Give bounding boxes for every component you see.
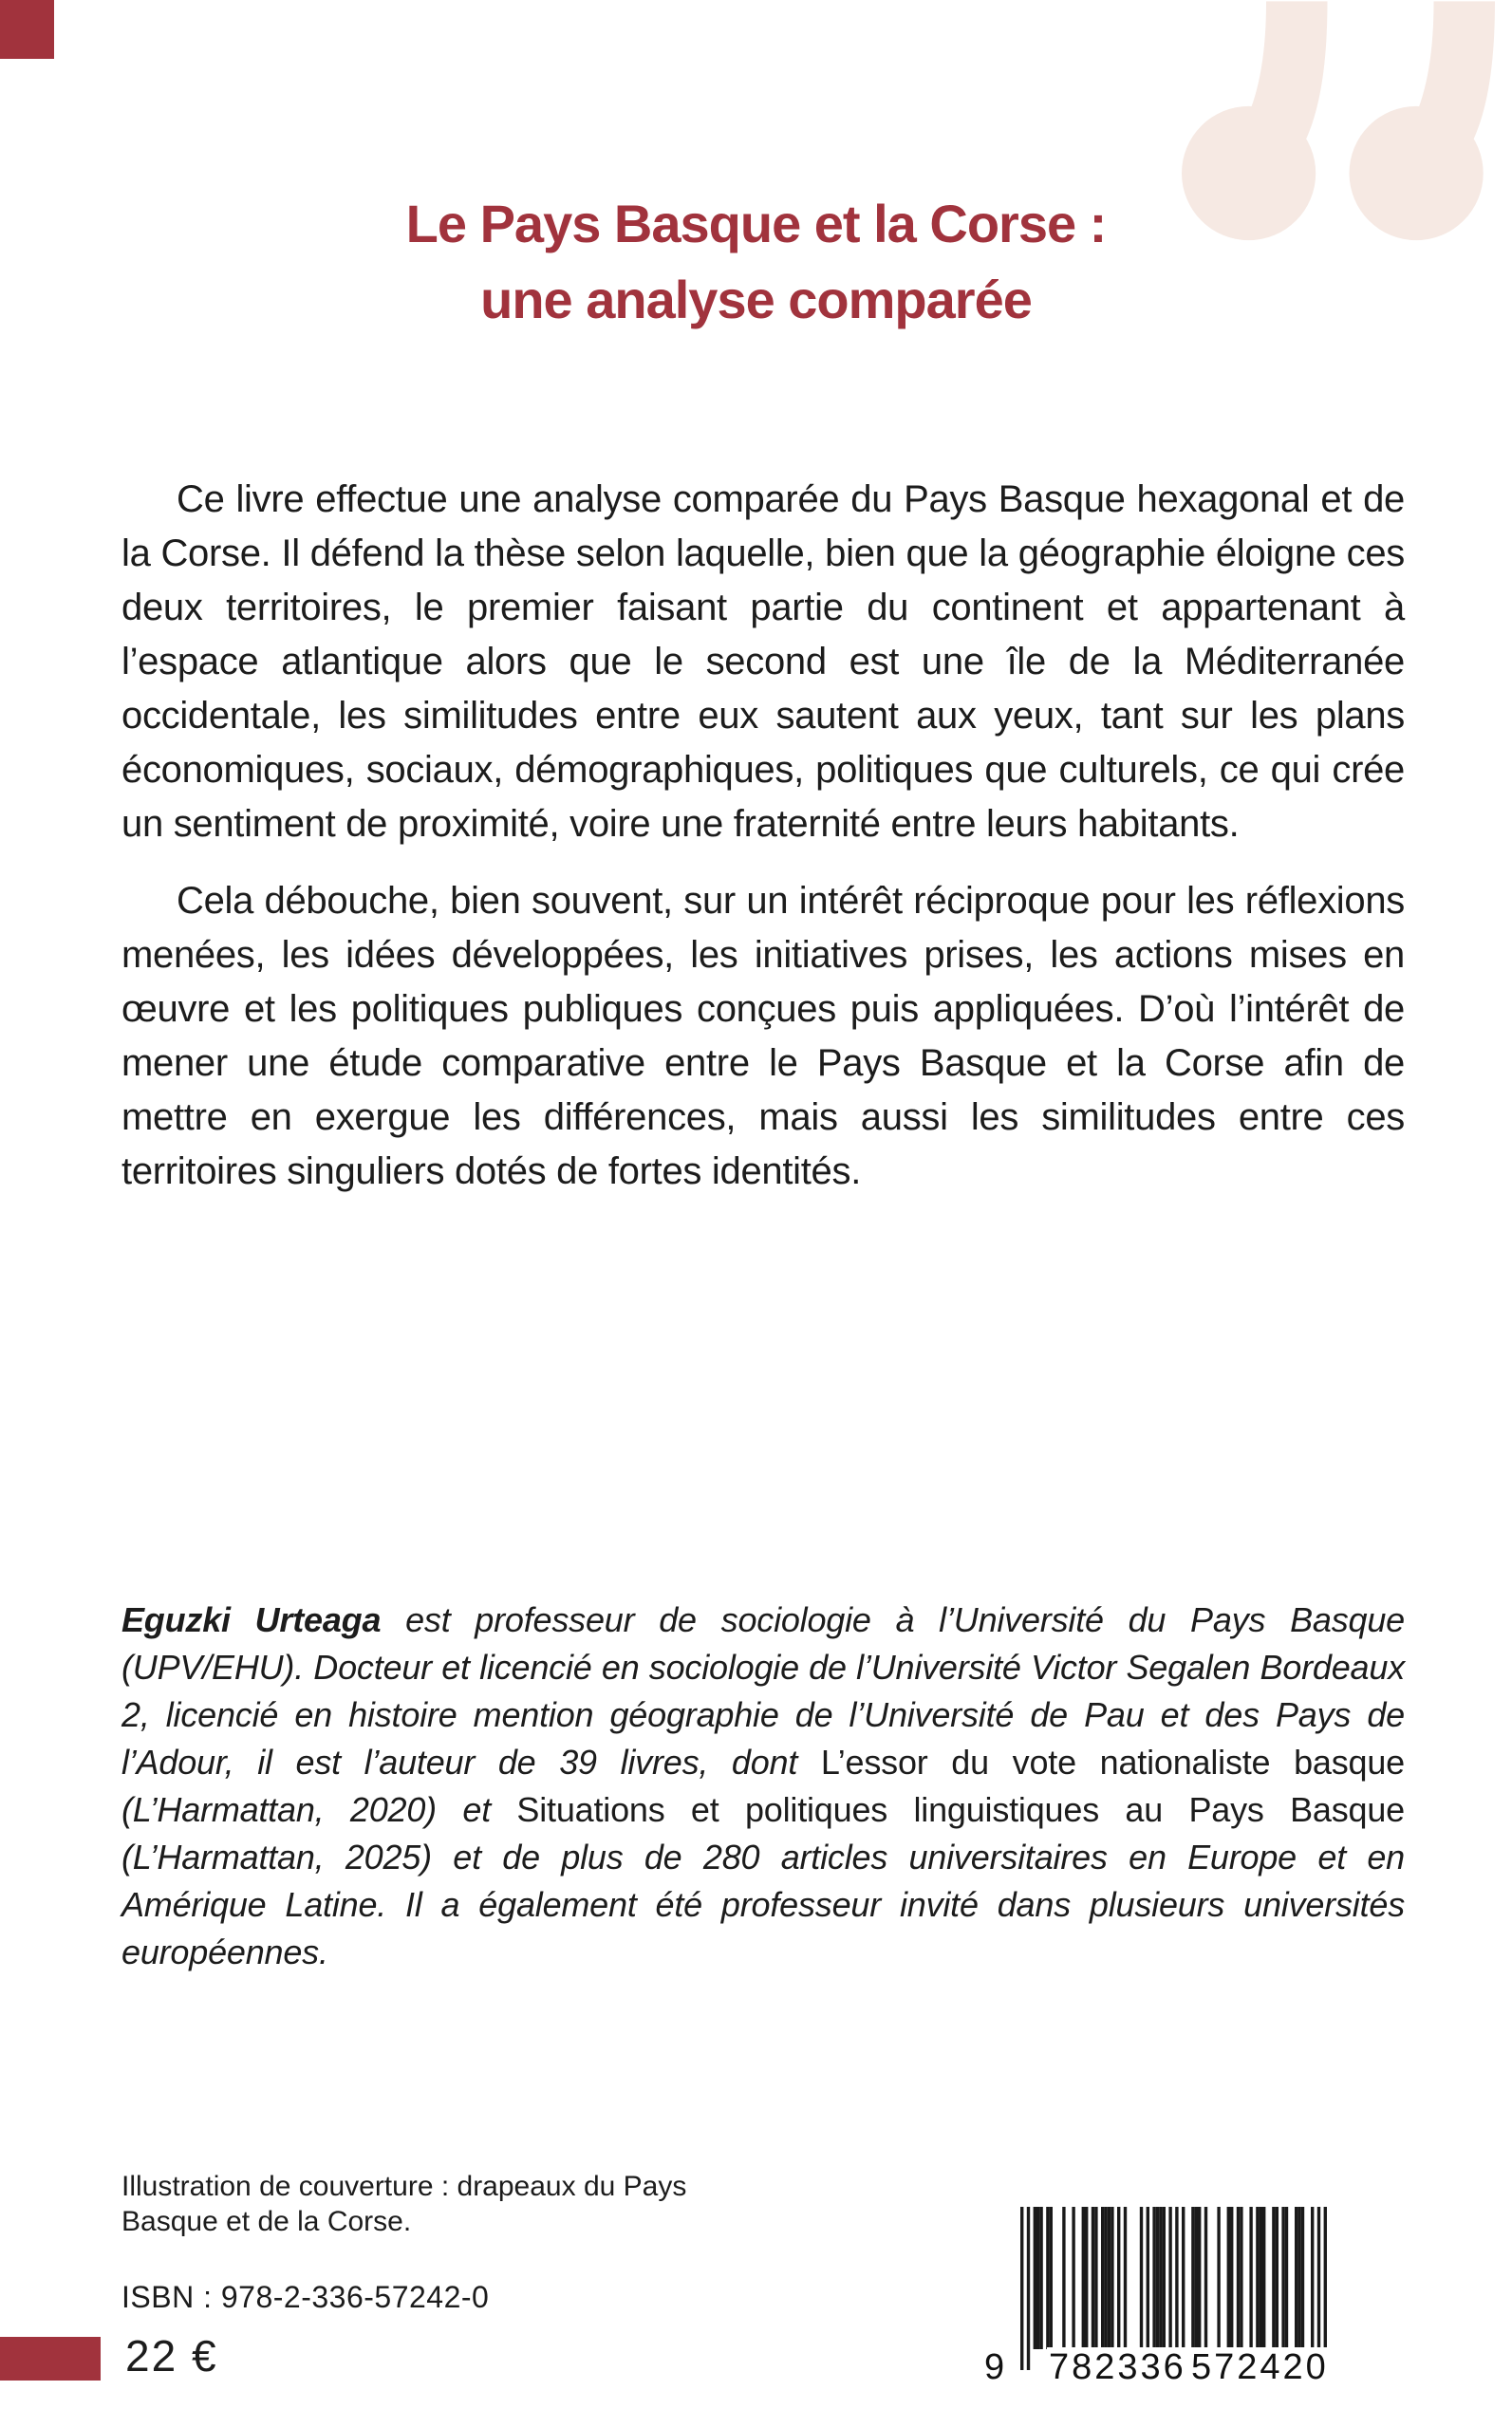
bio-book-title-2: Situations et politiques linguistiques au Pays Basque bbox=[516, 1790, 1406, 1829]
bio-text-3: (L’Harmattan, 2025) et de plus de 280 articles universitaires en Europe et en Amérique Latine. Il a également été professeur invité dans plusieurs universités européennes. bbox=[121, 1838, 1405, 1971]
author-bio bbox=[121, 1597, 1405, 1976]
bio-text-2: (L’Harmattan, 2020) et bbox=[121, 1790, 517, 1829]
book-title bbox=[0, 186, 1512, 338]
bio-text-1: est professeur de sociologie à l’Université du Pays Basque (UPV/EHU). Docteur et licencié en sociologie de l’Université Victor Segalen Bordeaux 2, licencié en histoire mention géographie de l’Université de Pau et des Pays de l’Adour, il est l’auteur de 39 livres, dont bbox=[121, 1600, 1405, 1782]
red-corner-mark-top bbox=[0, 0, 54, 59]
author-name: Eguzki Urteaga bbox=[121, 1600, 382, 1639]
book-title-line2: une analyse comparée bbox=[480, 270, 1032, 329]
synopsis-paragraph-1: Ce livre effectue une analyse comparée du Pays Basque hexagonal et de la Corse. Il défend la thèse selon laquelle, bien que la géographie éloigne ces deux territoires, le premier faisant partie du continent et appartenant à l’espace atlantique alors que le second est une île de la Méditerranée occidentale, les similitudes entre eux sautent aux yeux, tant sur les plans économiques, sociaux, démographiques, politiques que culturels, ce qui crée un sentiment de proximité, voire une fraternité entre leurs habitants. bbox=[121, 478, 1405, 845]
synopsis bbox=[121, 473, 1405, 1199]
cover-illustration-note: Illustration de couverture : drapeaux du Pays Basque et de la Corse. bbox=[121, 2171, 687, 2237]
barcode-digit-group1: 782336 bbox=[1049, 2347, 1186, 2387]
bio-book-title-1: L’essor du vote nationaliste basque bbox=[820, 1743, 1405, 1782]
red-corner-mark-bottom bbox=[0, 2337, 101, 2381]
price: 22 € bbox=[125, 2331, 218, 2381]
barcode-bars bbox=[1020, 2207, 1327, 2370]
barcode-digit-group2: 572420 bbox=[1191, 2347, 1329, 2387]
isbn-number: ISBN : 978-2-336-57242-0 bbox=[121, 2280, 490, 2314]
barcode-digit-lead: 9 bbox=[984, 2347, 1008, 2387]
ean13-barcode bbox=[984, 2207, 1329, 2397]
synopsis-paragraph-2: Cela débouche, bien souvent, sur un intérêt réciproque pour les réflexions menées, les idées développées, les initiatives prises, les actions mises en œuvre et les politiques publiques conçues puis appliquées. D’où l’intérêt de mener une étude comparative entre le Pays Basque et la Corse afin de mettre en exergue les différences, mais aussi les similitudes entre ces territoires singuliers dotés de fortes identités. bbox=[121, 880, 1405, 1192]
book-title-line1: Le Pays Basque et la Corse : bbox=[405, 194, 1107, 253]
